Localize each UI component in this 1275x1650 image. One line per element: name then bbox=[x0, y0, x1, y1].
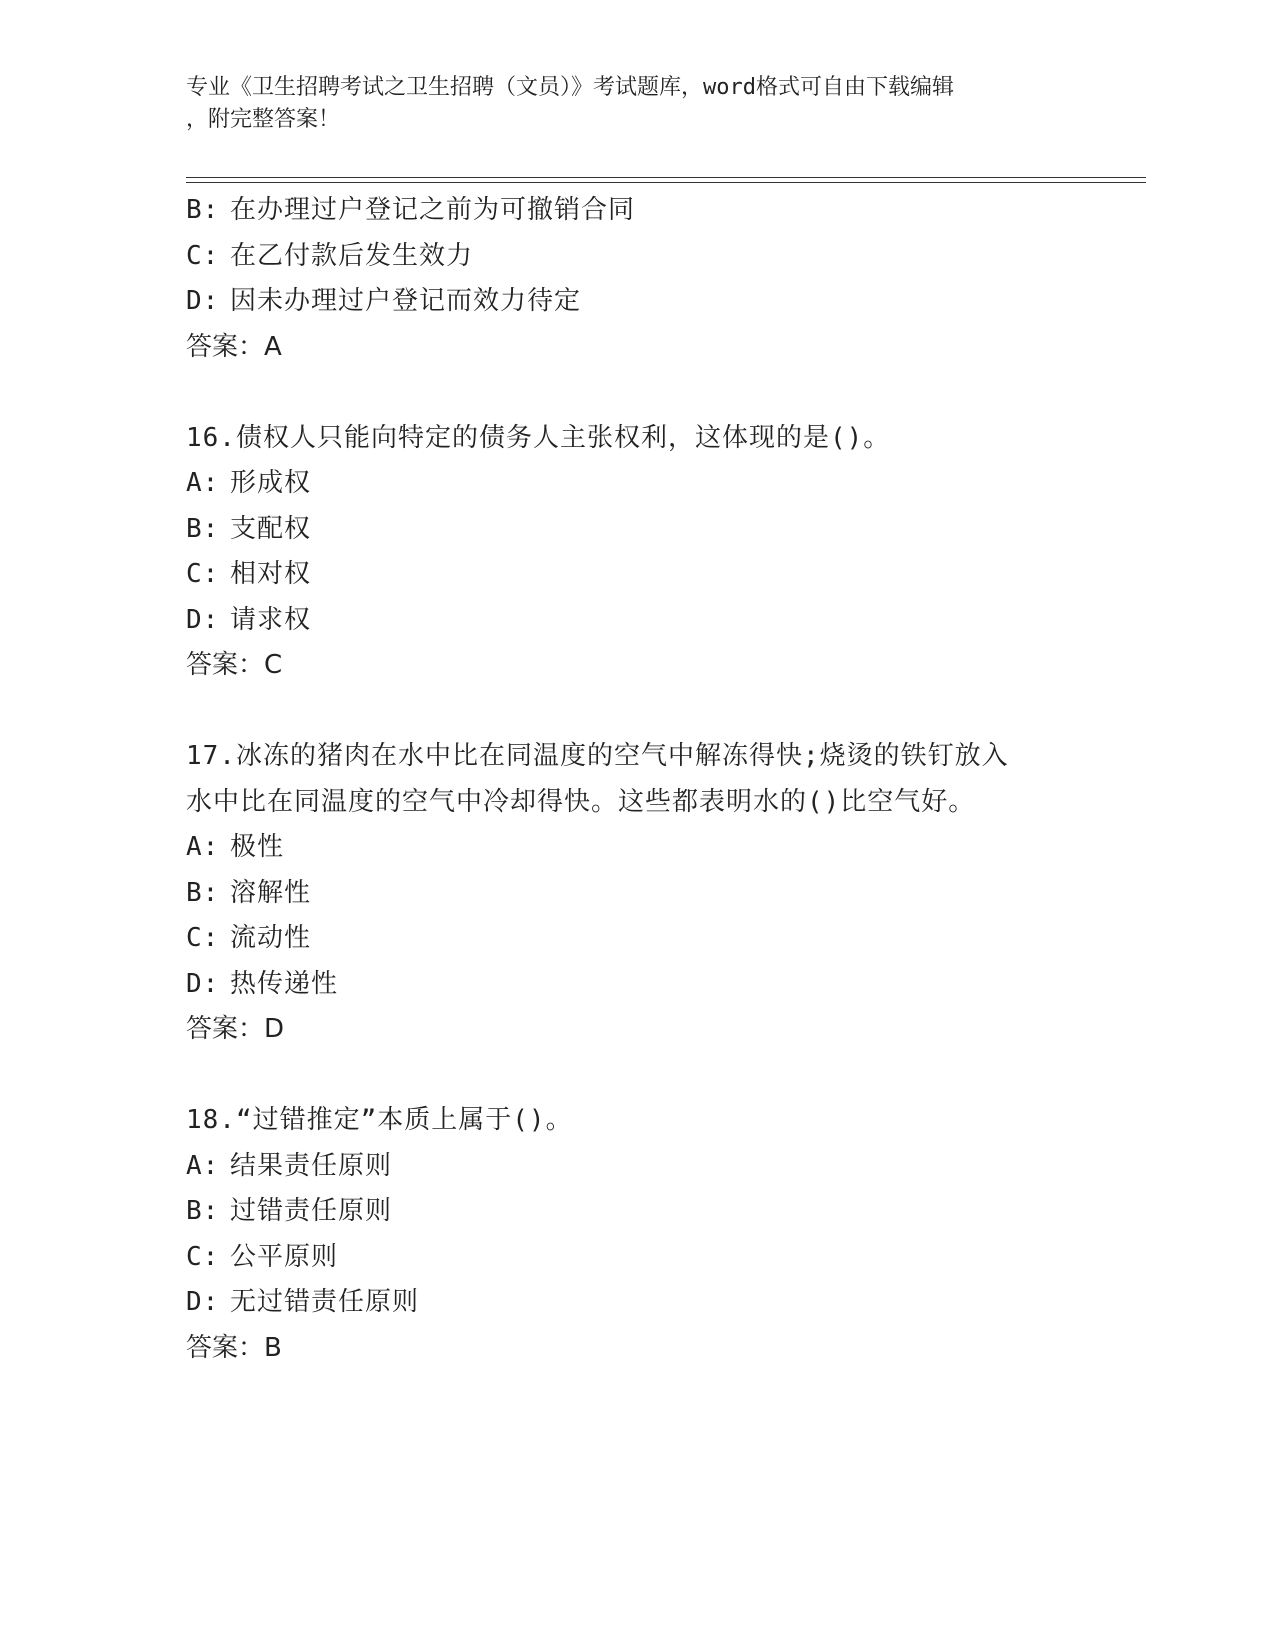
option-letter: B: bbox=[186, 195, 220, 225]
option-c bbox=[186, 916, 1086, 962]
answer-line: 答案：B bbox=[186, 1332, 282, 1363]
option-text: 极性 bbox=[230, 832, 285, 862]
option-letter: D: bbox=[186, 968, 220, 999]
option-letter: C: bbox=[186, 923, 220, 953]
spacer bbox=[186, 689, 1086, 735]
option-letter: B: bbox=[186, 1196, 220, 1226]
option-c bbox=[186, 552, 1086, 598]
option-b bbox=[186, 871, 1086, 917]
option-letter: B: bbox=[186, 877, 220, 908]
header-line-1: 专业《卫生招聘考试之卫生招聘（文员）》考试题库，word格式可自由下载编辑 bbox=[186, 75, 954, 100]
option-letter: A: bbox=[186, 1150, 220, 1181]
question-stem: 16.债权人只能向特定的债务人主张权利，这体现的是()。 bbox=[186, 422, 891, 453]
question-stem-line-1: 17.冰冻的猪肉在水中比在同温度的空气中解冻得快;烧烫的铁钉放入 bbox=[186, 741, 1009, 771]
option-text: 无过错责任原则 bbox=[230, 1287, 420, 1317]
option-text: 公平原则 bbox=[230, 1241, 339, 1272]
spacer bbox=[186, 370, 1086, 416]
question-16 bbox=[186, 416, 1086, 689]
question-17 bbox=[186, 734, 1086, 1053]
option-text: 溶解性 bbox=[230, 877, 312, 908]
option-b bbox=[186, 1189, 1086, 1235]
option-text: 过错责任原则 bbox=[230, 1196, 393, 1226]
option-letter: C: bbox=[186, 1241, 220, 1272]
option-letter: B: bbox=[186, 513, 220, 544]
question-stem: 18.“过错推定”本质上属于()。 bbox=[186, 1105, 573, 1135]
option-d bbox=[186, 1280, 1086, 1326]
option-a bbox=[186, 1144, 1086, 1190]
option-text: 相对权 bbox=[230, 559, 312, 589]
option-letter: C: bbox=[186, 559, 220, 589]
answer-line: 答案：D bbox=[186, 1014, 285, 1044]
option-text: 因未办理过户登记而效力待定 bbox=[230, 286, 582, 316]
header-divider-top bbox=[186, 177, 1146, 178]
option-text: 流动性 bbox=[230, 923, 312, 953]
option-text: 在办理过户登记之前为可撤销合同 bbox=[230, 195, 636, 225]
option-letter: A: bbox=[186, 468, 220, 498]
option-text: 请求权 bbox=[230, 604, 312, 635]
option-letter: D: bbox=[186, 286, 220, 316]
option-text: 支配权 bbox=[230, 513, 312, 544]
answer-line: 答案：A bbox=[186, 331, 282, 362]
header-line-2: ，附完整答案！ bbox=[186, 107, 341, 132]
question-18 bbox=[186, 1098, 1086, 1371]
answer-line: 答案：C bbox=[186, 650, 283, 680]
option-b bbox=[186, 507, 1086, 553]
document-header bbox=[186, 72, 1066, 136]
question-list bbox=[186, 188, 1086, 1371]
option-c bbox=[186, 1235, 1086, 1281]
option-letter: A: bbox=[186, 832, 220, 862]
option-d bbox=[186, 962, 1086, 1008]
option-d bbox=[186, 598, 1086, 644]
option-d bbox=[186, 279, 1086, 325]
option-c bbox=[186, 234, 1086, 280]
header-divider-bottom bbox=[186, 182, 1146, 183]
question-stem-line-2: 水中比在同温度的空气中冷却得快。这些都表明水的()比空气好。 bbox=[186, 786, 976, 817]
option-text: 热传递性 bbox=[230, 968, 339, 999]
option-letter: C: bbox=[186, 240, 220, 271]
option-text: 在乙付款后发生效力 bbox=[230, 240, 474, 271]
option-a bbox=[186, 825, 1086, 871]
option-letter: D: bbox=[186, 1287, 220, 1317]
question-15-tail bbox=[186, 188, 1086, 370]
spacer bbox=[186, 1053, 1086, 1099]
option-text: 形成权 bbox=[230, 468, 312, 498]
option-text: 结果责任原则 bbox=[230, 1150, 393, 1181]
option-letter: D: bbox=[186, 604, 220, 635]
option-b bbox=[186, 188, 1086, 234]
option-a bbox=[186, 461, 1086, 507]
